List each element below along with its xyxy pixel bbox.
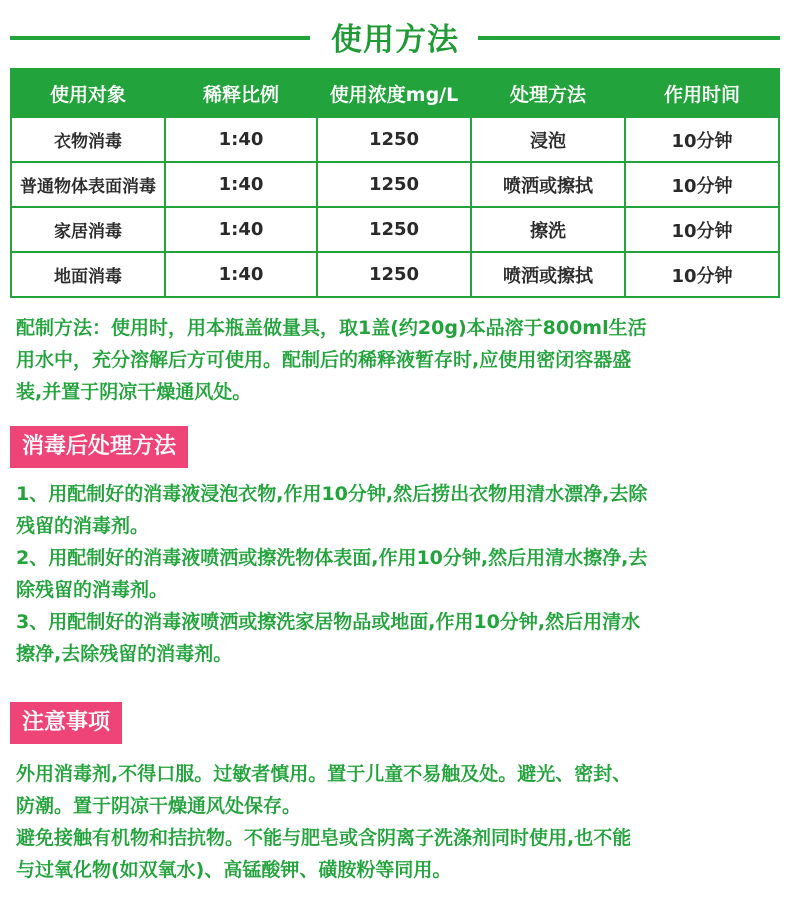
table-cell: 擦洗 [471, 207, 625, 252]
text-line: 除残留的消毒剂。 [16, 579, 169, 601]
table-cell: 1:40 [165, 207, 317, 252]
table-cell: 喷洒或擦拭 [471, 162, 625, 207]
text-line: 用水中，充分溶解后方可使用。配制后的稀释液暂存时,应使用密闭容器盛 [16, 349, 632, 371]
table-cell: 1:40 [165, 117, 317, 162]
table-cell: 10分钟 [625, 252, 779, 297]
column-header: 使用浓度mg/L [317, 69, 471, 117]
table-cell: 10分钟 [625, 162, 779, 207]
table-row [11, 162, 779, 207]
table-cell: 衣物消毒 [11, 117, 165, 162]
column-header: 作用时间 [625, 69, 779, 117]
text-line: 与过氧化物(如双氧水)、高锰酸钾、磺胺粉等同用。 [16, 859, 452, 881]
text-line: 3、用配制好的消毒液喷洒或擦洗家居物品或地面,作用10分钟,然后用清水 [16, 611, 641, 633]
table-cell: 浸泡 [471, 117, 625, 162]
table-cell: 家居消毒 [11, 207, 165, 252]
table-cell: 1250 [317, 207, 471, 252]
title-divider-right [478, 36, 780, 40]
text-line: 残留的消毒剂。 [16, 515, 150, 537]
text-line: 外用消毒剂,不得口服。过敏者慎用。置于儿童不易触及处。避光、密封、 [16, 763, 632, 785]
table-cell: 1250 [317, 117, 471, 162]
notes-text [16, 758, 776, 886]
column-header: 处理方法 [471, 69, 625, 117]
table-cell: 10分钟 [625, 117, 779, 162]
table-cell: 普通物体表面消毒 [11, 162, 165, 207]
column-header: 使用对象 [11, 69, 165, 117]
preparation-text [16, 312, 776, 408]
table-row [11, 117, 779, 162]
after-treatment-heading: 消毒后处理方法 [10, 426, 188, 468]
table-row [11, 252, 779, 297]
table-cell: 1250 [317, 252, 471, 297]
notes-heading: 注意事项 [10, 702, 122, 744]
text-line: 擦净,去除残留的消毒剂。 [16, 643, 233, 665]
text-line: 避免接触有机物和拮抗物。不能与肥皂或含阴离子洗涤剂同时使用,也不能 [16, 827, 632, 849]
column-header: 稀释比例 [165, 69, 317, 117]
usage-table [10, 68, 780, 298]
text-line: 2、用配制好的消毒液喷洒或擦洗物体表面,作用10分钟,然后用清水擦净,去 [16, 547, 648, 569]
after-treatment-text [16, 478, 776, 670]
table-cell: 10分钟 [625, 207, 779, 252]
text-line: 防潮。置于阴凉干燥通风处保存。 [16, 795, 302, 817]
table-cell: 1250 [317, 162, 471, 207]
table-cell: 1:40 [165, 252, 317, 297]
text-line: 装,并置于阴凉干燥通风处。 [16, 381, 252, 403]
table-cell: 地面消毒 [11, 252, 165, 297]
title-row [0, 10, 790, 62]
table-row [11, 207, 779, 252]
page-title: 使用方法 [331, 22, 459, 58]
table-header-row [11, 69, 779, 117]
text-line: 配制方法：使用时，用本瓶盖做量具，取1盖(约20g)本品溶于800ml生活 [16, 317, 647, 339]
table-cell: 喷洒或擦拭 [471, 252, 625, 297]
table-cell: 1:40 [165, 162, 317, 207]
text-line: 1、用配制好的消毒液浸泡衣物,作用10分钟,然后捞出衣物用清水漂净,去除 [16, 483, 648, 505]
